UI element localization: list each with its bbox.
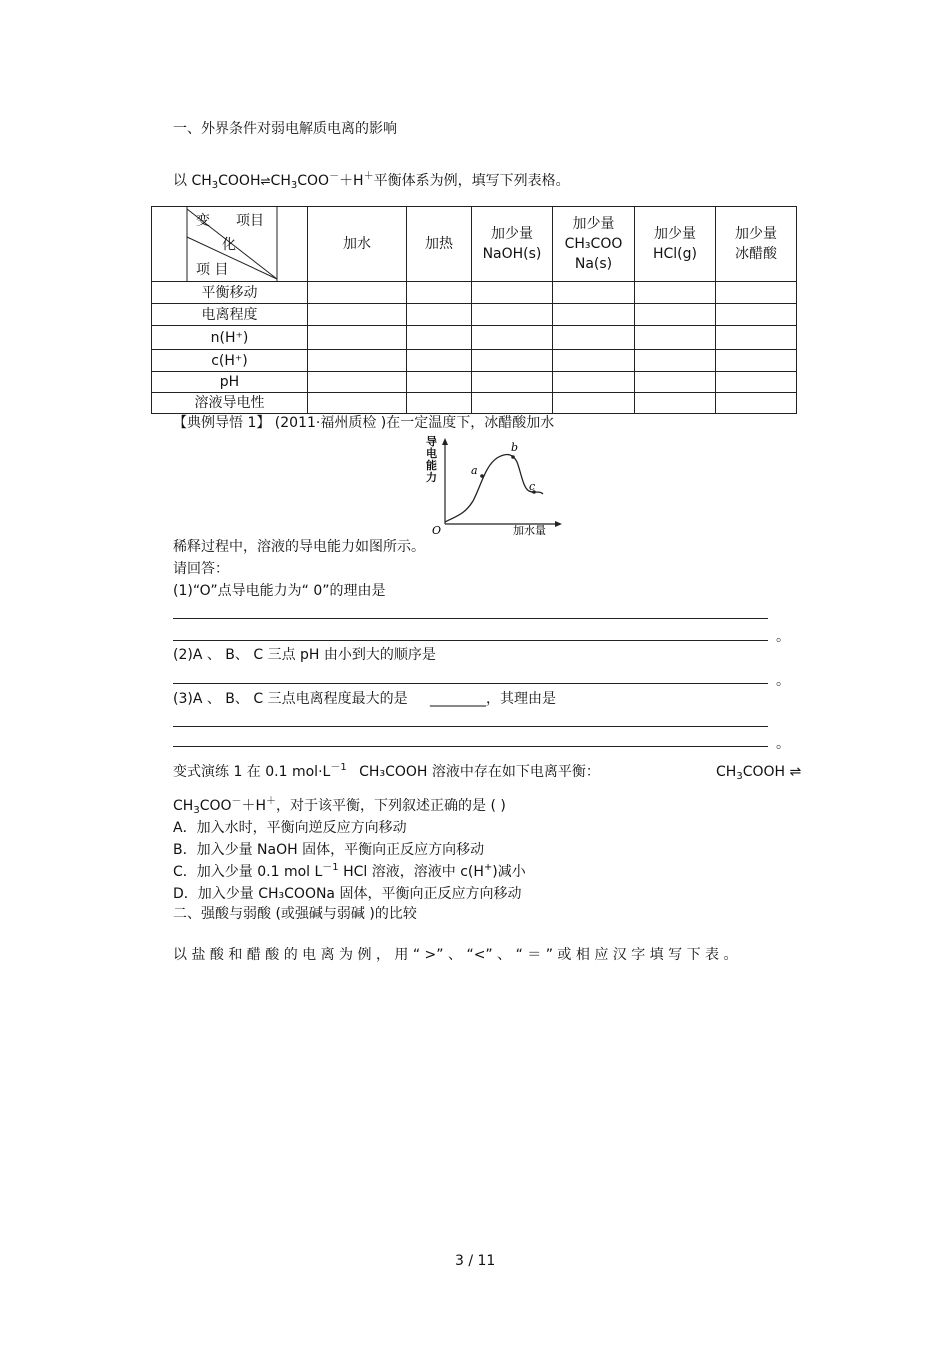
period: 。 bbox=[776, 629, 790, 645]
conductivity-graph bbox=[425, 436, 565, 538]
equation-right: $CH_3COO^-+H^+$ bbox=[173, 796, 277, 816]
corner-top-right: 项目 bbox=[236, 213, 264, 229]
table-cell[interactable] bbox=[407, 393, 472, 414]
table-cell[interactable] bbox=[716, 372, 797, 393]
col-header: 加少量 冰醋酸 bbox=[716, 207, 797, 282]
question-3-reason: ，其理由是 bbox=[486, 691, 557, 707]
answer-line[interactable] bbox=[173, 683, 768, 684]
equation: $CH_3COOH\rightleftharpoons CH_3COO^-+H^+$ bbox=[191, 171, 374, 191]
corner-top-left: 变 bbox=[196, 213, 210, 229]
col-header: 加少量 NaOH(s) bbox=[472, 207, 553, 282]
row-label: 平衡移动 bbox=[152, 282, 308, 304]
table-row bbox=[152, 326, 797, 350]
table-cell[interactable] bbox=[716, 282, 797, 304]
example-title: 【典例导悟 1】 (2011·福州质检 )在一定温度下，冰醋酸加水 bbox=[173, 415, 555, 431]
table-row bbox=[152, 304, 797, 326]
variant-exp: －1 bbox=[330, 762, 347, 773]
point-a-label: a bbox=[471, 464, 478, 477]
example-ask: 请回答： bbox=[173, 561, 229, 577]
table-cell[interactable] bbox=[716, 350, 797, 372]
table-cell[interactable] bbox=[308, 393, 407, 414]
section2-intro: 以 盐 酸 和 醋 酸 的 电 离 为 例 ， 用 “ >” 、 “<” 、 “ ＝ ” 或 相 应 汉 字 填 写 下 表 。 bbox=[173, 947, 738, 963]
variant-compound: CH₃COOH 溶液中存在如下电离平衡： bbox=[359, 764, 600, 780]
intro-prefix: 以 bbox=[173, 173, 187, 189]
table-cell[interactable] bbox=[553, 326, 635, 350]
table-cell[interactable] bbox=[635, 282, 716, 304]
table-cell[interactable] bbox=[472, 282, 553, 304]
answer-line[interactable] bbox=[173, 746, 768, 747]
equation-left: $CH_3COOH$ ⇌ bbox=[716, 764, 802, 782]
section1-heading: 一、外界条件对弱电解质电离的影响 bbox=[173, 121, 397, 137]
answer-line[interactable] bbox=[173, 640, 768, 641]
col-header: 加少量 CH₃COO Na(s) bbox=[553, 207, 635, 282]
point-b-dot bbox=[511, 455, 515, 459]
table-row bbox=[152, 282, 797, 304]
table-cell[interactable] bbox=[635, 393, 716, 414]
y-axis-arrow-icon bbox=[442, 438, 448, 445]
row-label: c(H⁺) bbox=[152, 350, 308, 372]
table-cell[interactable] bbox=[472, 372, 553, 393]
table-cell[interactable] bbox=[472, 326, 553, 350]
ionization-table bbox=[151, 206, 797, 414]
col-header: 加热 bbox=[407, 207, 472, 282]
intro-line bbox=[173, 172, 570, 190]
point-b-label: b bbox=[511, 441, 519, 454]
row-label: n(H⁺) bbox=[152, 326, 308, 350]
corner-middle: 化 bbox=[222, 237, 236, 253]
period: 。 bbox=[776, 673, 790, 689]
answer-line[interactable] bbox=[173, 618, 768, 619]
section2-heading: 二、强酸与弱酸 (或强碱与弱碱 )的比较 bbox=[173, 906, 417, 922]
corner-bottom-left: 项 目 bbox=[196, 262, 229, 278]
option-c-part: HCl 溶液，溶液中 c(H bbox=[338, 864, 484, 880]
option-d[interactable]: D．加入少量 CH₃COONa 固体，平衡向正反应方向移动 bbox=[173, 886, 522, 902]
table-row bbox=[152, 372, 797, 393]
origin-label: O bbox=[432, 524, 442, 537]
option-c-sup: + bbox=[483, 862, 493, 873]
table-cell[interactable] bbox=[472, 304, 553, 326]
row-label: 电离程度 bbox=[152, 304, 308, 326]
variant-line-2 bbox=[173, 797, 506, 815]
example-desc: 稀释过程中，溶液的导电能力如图所示。 bbox=[173, 539, 425, 555]
table-cell[interactable] bbox=[553, 282, 635, 304]
table-cell[interactable] bbox=[635, 304, 716, 326]
table-cell[interactable] bbox=[635, 350, 716, 372]
option-a[interactable]: A．加入水时，平衡向逆反应方向移动 bbox=[173, 820, 407, 836]
table-cell[interactable] bbox=[407, 304, 472, 326]
table-cell[interactable] bbox=[308, 326, 407, 350]
y-axis-label: 导电能力 bbox=[426, 435, 437, 484]
option-c[interactable] bbox=[173, 863, 526, 881]
table-cell[interactable] bbox=[407, 372, 472, 393]
table-row bbox=[152, 350, 797, 372]
question-3 bbox=[173, 690, 556, 708]
x-axis-arrow-icon bbox=[555, 521, 562, 527]
col-header: 加少量 HCl(g) bbox=[635, 207, 716, 282]
row-label: 溶液导电性 bbox=[152, 393, 308, 414]
variant-line-1 bbox=[173, 763, 600, 781]
col-header: 加水 bbox=[308, 207, 407, 282]
variant-head: 变式演练 1 在 0.1 mol·L bbox=[173, 764, 331, 780]
option-c-exp: －1 bbox=[322, 862, 339, 873]
point-c-label: c bbox=[529, 480, 536, 493]
table-header-row bbox=[152, 207, 797, 282]
question-1: (1)“O”点导电能力为“ 0”的理由是 bbox=[173, 583, 386, 599]
table-cell[interactable] bbox=[308, 350, 407, 372]
table-row bbox=[152, 393, 797, 414]
table-cell[interactable] bbox=[308, 372, 407, 393]
table-cell[interactable] bbox=[407, 350, 472, 372]
x-axis-label: 加水量 bbox=[513, 524, 546, 537]
option-c-part: C．加入少量 0.1 mol L bbox=[173, 864, 323, 880]
table-cell[interactable] bbox=[553, 304, 635, 326]
table-cell[interactable] bbox=[472, 350, 553, 372]
table-cell[interactable] bbox=[407, 326, 472, 350]
table-cell[interactable] bbox=[716, 393, 797, 414]
table-cell[interactable] bbox=[553, 393, 635, 414]
intro-suffix: 平衡体系为例，填写下列表格。 bbox=[373, 173, 570, 189]
question-3-text: (3)A 、 B、 C 三点电离程度最大的是 bbox=[173, 691, 408, 707]
table-cell[interactable] bbox=[716, 304, 797, 326]
answer-line[interactable] bbox=[173, 726, 768, 727]
table-cell[interactable] bbox=[308, 304, 407, 326]
row-label: pH bbox=[152, 372, 308, 393]
question-3-blank[interactable]: ________ bbox=[430, 691, 487, 707]
point-a-dot bbox=[480, 474, 484, 478]
variant-question: ，对于该平衡，下列叙述正确的是 ( ) bbox=[276, 798, 506, 814]
table-cell[interactable] bbox=[407, 282, 472, 304]
corner-cell bbox=[152, 207, 308, 282]
table-cell[interactable] bbox=[635, 372, 716, 393]
page-number: 3 / 11 bbox=[455, 1253, 496, 1269]
option-b[interactable]: B．加入少量 NaOH 固体，平衡向正反应方向移动 bbox=[173, 842, 485, 858]
table-cell[interactable] bbox=[553, 350, 635, 372]
period: 。 bbox=[776, 736, 790, 752]
table-cell[interactable] bbox=[472, 393, 553, 414]
question-2: (2)A 、 B、 C 三点 pH 由小到大的顺序是 bbox=[173, 647, 436, 663]
table-cell[interactable] bbox=[553, 372, 635, 393]
table-cell[interactable] bbox=[308, 282, 407, 304]
table-cell[interactable] bbox=[635, 326, 716, 350]
table-cell[interactable] bbox=[716, 326, 797, 350]
option-c-part: )减小 bbox=[492, 864, 526, 880]
